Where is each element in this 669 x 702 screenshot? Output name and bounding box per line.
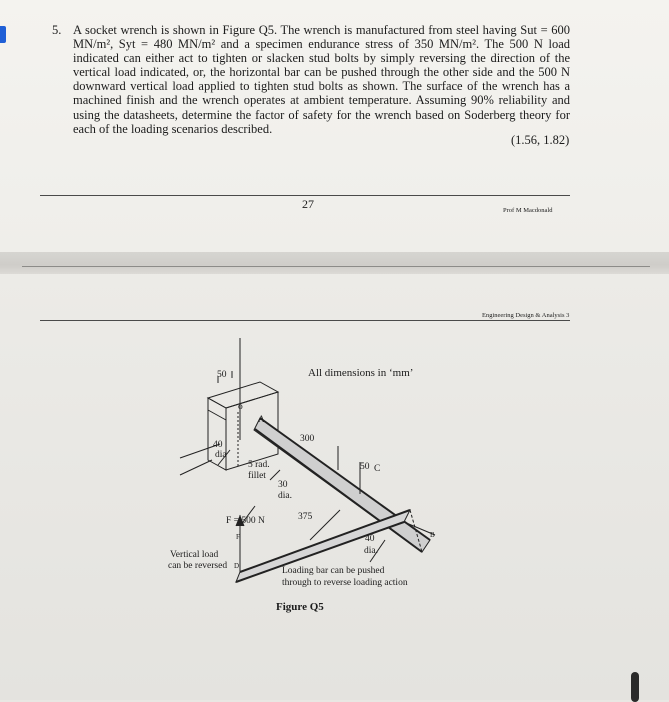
point-a: A xyxy=(258,415,265,425)
page-gap-band xyxy=(0,252,669,274)
footer-author: Prof M Macdonald xyxy=(503,207,553,214)
page-number: 27 xyxy=(302,197,314,211)
label-dia-2: dia. xyxy=(364,546,378,556)
label-30: 30 xyxy=(278,480,288,490)
label-40-2: 40 xyxy=(365,534,375,544)
label-40-dia: 40 xyxy=(213,440,223,450)
header-course: Engineering Design & Analysis 3 xyxy=(482,312,570,319)
label-dia-30: dia. xyxy=(278,491,292,501)
vertical-load-line1: Vertical load xyxy=(170,550,219,560)
dimensions-note: All dimensions in ‘mm’ xyxy=(308,367,414,379)
point-b: B xyxy=(430,531,435,539)
point-c: C xyxy=(374,464,381,474)
label-375: 375 xyxy=(298,512,313,522)
figure-q5 xyxy=(160,330,480,630)
label-5-rad: 5 rad. xyxy=(248,460,270,470)
gap-rule xyxy=(22,266,650,267)
point-d: D xyxy=(234,562,240,570)
point-f: F xyxy=(236,533,240,541)
header-rule xyxy=(40,320,570,321)
loading-bar-note-2: through to reverse loading action xyxy=(282,578,408,588)
footer-rule xyxy=(40,195,570,196)
question-number: 5. xyxy=(52,23,62,37)
scrollbar-handle[interactable] xyxy=(631,672,639,702)
label-dia-1: dia xyxy=(215,450,227,460)
label-300: 300 xyxy=(300,434,315,444)
left-edge-marker xyxy=(0,26,6,43)
force-label: F = 500 N xyxy=(226,516,265,526)
figure-caption: Figure Q5 xyxy=(276,601,324,613)
question-text: A socket wrench is shown in Figure Q5. The wrench is manufactured from steel having Sut = 600 MN/m², Syt = 480 MN/m² and a specimen endurance stress of 350 MN/m². The 500 N load indicated can either act to tighten or slacken stud bolts by simply reversing the direction of the vertical load indicated, or, the horizontal bar can be pushed through the other side and the 500 N downward vertical load applied to tighten stud bolts as shown. The surface of the wrench has a machined finish and the wrench operates at ambient temperature. Assuming 90% reliability and using the datasheets, determine the factor of safety for the wrench based on Soderberg theory for each of the loading scenarios described. xyxy=(73,23,570,136)
label-fillet: fillet xyxy=(248,471,266,481)
vertical-load-line2: can be reversed xyxy=(168,561,228,571)
label-50-c: 50 xyxy=(360,462,370,472)
point-o: o xyxy=(238,402,243,412)
label-50-top: 50 xyxy=(217,370,227,380)
loading-bar-note-1: Loading bar can be pushed xyxy=(282,566,385,576)
answers: (1.56, 1.82) xyxy=(511,133,570,147)
